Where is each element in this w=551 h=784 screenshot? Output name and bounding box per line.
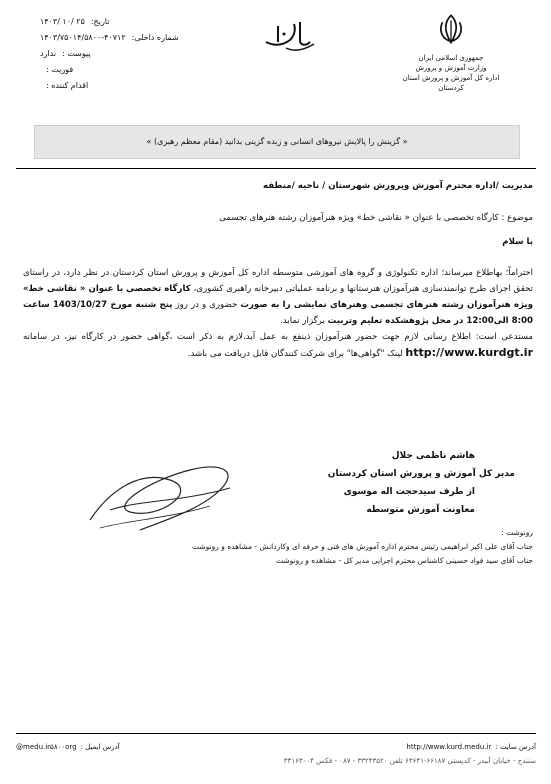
org-line-country: جمهوری اسلامی ایران bbox=[418, 54, 484, 62]
on-behalf-of: از طرف سیدحجت اله موسوی bbox=[343, 487, 475, 497]
copy-recipients bbox=[13, 526, 533, 568]
footer-divider bbox=[16, 733, 536, 734]
paragraph-intro: احتراماً؛ بهاطلاع میرساند؛ اداره تکنولوژی و گروه های آموزشی متوسطه اداره کل آموزش و پرورش استان کردستان در نظر دارد، در راستای تحقق اجرای طرح توانمندسازی هنرآموزان هنرستانها و برنامه عملیاتی دبیرخانه راهبری کشوری، bbox=[23, 268, 533, 294]
meta-attachment: پیوست : ندارد bbox=[40, 49, 91, 58]
iran-emblem-icon bbox=[434, 12, 468, 46]
paragraph-schedule-end: برگزار نماید. bbox=[280, 316, 328, 326]
footer-contacts bbox=[16, 740, 536, 754]
addressee: مدیریت /اداره محترم آموزش وپرورش شهرستان / ناحیه /منطقه bbox=[263, 181, 533, 191]
email-address[interactable]: @medu.ir۵۸۰۰org bbox=[16, 743, 77, 751]
signature-block bbox=[265, 447, 515, 519]
paragraph-request: مستدعی است: اطلاع رسانی لازم جهت حضور هنرآموزان ذینفع به عمل آید.لازم به ذکر است ،گواهی حضور در کارگاه نیز، در سامانه bbox=[23, 332, 533, 342]
greeting: با سلام bbox=[502, 237, 533, 247]
paragraph-schedule-start: حضوری و در روز bbox=[172, 300, 238, 310]
signer-name: هاشم ناظمی جلال bbox=[391, 451, 475, 461]
divider bbox=[16, 168, 536, 169]
footer-website bbox=[406, 743, 536, 751]
bismillah-calligraphy bbox=[260, 12, 320, 56]
org-line-directorate: اداره کل آموزش و پرورش استان کردستان bbox=[402, 74, 500, 92]
signer-title: مدیر کل آموزش و پرورش استان کردستان bbox=[327, 469, 515, 479]
website-url[interactable]: http://www.kurd.medu.ir bbox=[406, 743, 492, 751]
paragraph-intro-bold: کارگاه تخصصی با عنوان « نقاشی خط» ویژه هنرآموزان رشته هنرهای تجسمی وهنرهای نمایشی را به صورت bbox=[23, 284, 534, 310]
cc-line-2: جناب آقای سید فواد حسینی کاشناس محترم اجرایی مدیر کل - مشاهده و رونوشت bbox=[276, 556, 533, 565]
subject-line: موضوع : کارگاه تخصصی با عنوان « نقاشی خط» ویژه هنرآموزان رشته هنرهای تجسمی bbox=[219, 213, 533, 223]
cc-line-1: جناب آقای علی اکبر ابراهیمی رئیس محترم اداره آموزش های فنی و حرفه ای وکاردانش - مشاهده و رونوشت bbox=[191, 542, 533, 551]
meta-date: تاریخ: ۱۴۰۳/ ۱۰/ ۲۵ bbox=[40, 17, 110, 26]
meta-number: شماره داخلی: ۱۴۰۳/۷۵۰۱۴/۵۸۰۰-۴۰۷۱۲ bbox=[40, 33, 179, 42]
meta-action-by: اقدام کننده : bbox=[46, 81, 89, 90]
cc-label: رونوشت : bbox=[501, 528, 533, 537]
org-header bbox=[391, 12, 511, 93]
leader-quote-banner: « گزینش را پالایش نیروهای انسانی و زبده گزینی بدانید (مقام معظم رهبری) » bbox=[34, 125, 520, 159]
certificate-portal-link[interactable]: http://www.kurdgt.ir bbox=[405, 346, 533, 359]
website-label: آدرس سایت : bbox=[495, 743, 536, 751]
letter-meta bbox=[40, 14, 240, 94]
meta-urgency: فوریت : bbox=[46, 65, 74, 74]
paragraph-request-end: لینک "گواهی‌ها" برای شرکت کنندگان قابل دریافت می باشد. bbox=[187, 349, 406, 359]
footer-email bbox=[16, 743, 120, 751]
org-line-ministry: وزارت آموزش و پرورش bbox=[415, 64, 487, 72]
deputy-title: معاونت آموزش متوسطه bbox=[366, 505, 475, 515]
paragraph-schedule-bold: پنج شنبه مورخ 1403/10/27 ساعت 8:00 الی12:00 در محل پژوهشکده تعلیم وتربیت bbox=[23, 300, 533, 326]
email-label: آدرس ایمیل : bbox=[80, 743, 120, 751]
letter-body bbox=[23, 265, 533, 362]
postal-address: سنندج - خیابان آبیدر - کدپستی ۶۶۱۸۷-۶۳۶۴۱ تلفن ۳۳۲۴۳۵۲۰ - ۰۸۷ - فکس ۳۳۱۶۳۰۰۴ bbox=[283, 757, 536, 765]
